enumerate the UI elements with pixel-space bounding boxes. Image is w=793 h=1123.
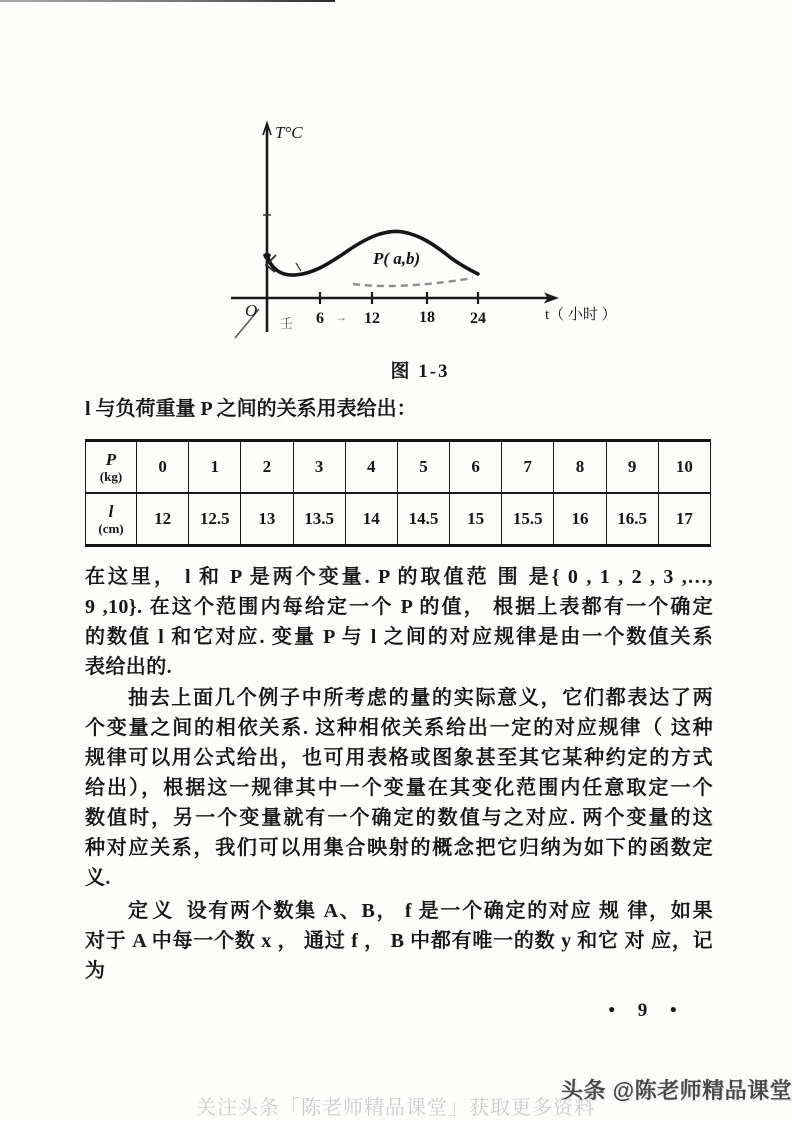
row-unit: (cm) xyxy=(98,520,124,536)
paragraph-2 xyxy=(85,683,713,893)
text-line: 规律可以用公式给出，也可用表格或图象甚至其它某种约定的方式 xyxy=(85,747,713,769)
table-row-l xyxy=(86,493,711,546)
cell: 3 xyxy=(293,441,345,494)
intro-line: l 与负荷重量 P 之间的关系用表给出： xyxy=(85,398,417,420)
cell: 6 xyxy=(450,441,502,494)
text-line: 对于 A 中每一个数 x ， 通过 f ， B 中都有唯一的数 y 和它 对 应，记 xyxy=(85,930,713,952)
text-line: 义. xyxy=(85,867,111,889)
watermark-toutiao-dark: 头条 @陈老师精品课堂 xyxy=(561,1078,793,1103)
smudge-dashed-line xyxy=(353,278,473,286)
table-row-p xyxy=(86,441,711,494)
x-tick-label: 6 xyxy=(316,310,324,327)
scan-edge-artifact xyxy=(0,0,335,2)
text-line: 表给出的. xyxy=(85,656,172,678)
cell: 2 xyxy=(241,441,293,494)
load-length-table xyxy=(85,439,711,547)
cell: 10 xyxy=(658,441,710,494)
cell: 13 xyxy=(241,493,293,546)
row-label: l xyxy=(108,501,114,521)
cell: 5 xyxy=(397,441,449,494)
cell: 1 xyxy=(189,441,241,494)
cell: 14.5 xyxy=(397,493,449,546)
definition-term: 定义 xyxy=(128,900,177,922)
origin-label: O xyxy=(245,301,258,320)
text-line: 在这里， l 和 P 是两个变量. P 的取值范 围 是{ 0 , 1 , 2 , 3 ,…, xyxy=(85,566,713,588)
text-line: 数值时，另一个变量就有一个确定的数值与之对应. 两个变量的这 xyxy=(85,807,713,829)
y-axis-label: T°C xyxy=(275,123,303,142)
cell: 9 xyxy=(606,441,658,494)
figure-caption: 图 1-3 xyxy=(390,361,450,382)
row-header-l xyxy=(86,493,137,546)
row-header-p xyxy=(86,441,137,494)
cell: 7 xyxy=(502,441,554,494)
text-line: 个变量之间的相依关系. 这种相依关系给出一定的对应规律（ 这种 xyxy=(85,717,713,739)
text-line: 为 xyxy=(85,960,106,982)
page-number: • 9 • xyxy=(608,1000,686,1021)
text-line: 抽去上面几个例子中所考虑的量的实际意义，它们都表达了两 xyxy=(128,687,713,709)
paragraph-1 xyxy=(85,562,713,682)
text-line: 给出），根据这一规律其中一个变量在其变化范围内任意取定一个 xyxy=(85,777,713,799)
paragraph-definition xyxy=(85,896,713,986)
cell: 15.5 xyxy=(502,493,554,546)
stray-mark: 壬 xyxy=(280,316,294,331)
curve-start-point xyxy=(264,253,271,260)
row-label: P xyxy=(105,449,117,469)
cell: 8 xyxy=(554,441,606,494)
cell: 13.5 xyxy=(293,493,345,546)
cell: 16.5 xyxy=(606,493,658,546)
x-tick-label: 12 xyxy=(364,310,380,327)
text-line: 种对应关系，我们可以用集合映射的概念把它归纳为如下的函数定 xyxy=(85,837,713,859)
text-line xyxy=(85,896,713,926)
definition-text: 设有两个数集 A、B， f 是一个确定的对应 规 律，如果 xyxy=(186,900,714,922)
row-unit: (kg) xyxy=(99,468,123,484)
x-tick-label: 18 xyxy=(419,309,435,326)
cell: 14 xyxy=(345,493,397,546)
cell: 16 xyxy=(554,493,606,546)
cell: 12 xyxy=(137,493,189,546)
point-label: P( a,b) xyxy=(373,249,421,268)
cell: 15 xyxy=(450,493,502,546)
figure-1-3-graph xyxy=(215,106,645,346)
text-line: 9 ,10}. 在这个范围内每给定一个 P 的值， 根据上表都有一个确定 xyxy=(85,596,713,618)
cell: 17 xyxy=(658,493,710,546)
x-axis-label: t（ 小时 ） xyxy=(545,307,617,323)
stray-dash xyxy=(296,263,301,271)
watermark-toutiao-light: 关注头条「陈老师精品课堂」获取更多资料 xyxy=(196,1097,595,1119)
stray-mark: → xyxy=(335,310,347,324)
text-line: 的数值 l 和它对应. 变量 P 与 l 之间的对应规律是由一个数值关系 xyxy=(85,626,713,648)
cell: 4 xyxy=(345,441,397,494)
x-tick-label: 24 xyxy=(470,310,486,327)
cell: 0 xyxy=(137,441,189,494)
cell: 12.5 xyxy=(189,493,241,546)
